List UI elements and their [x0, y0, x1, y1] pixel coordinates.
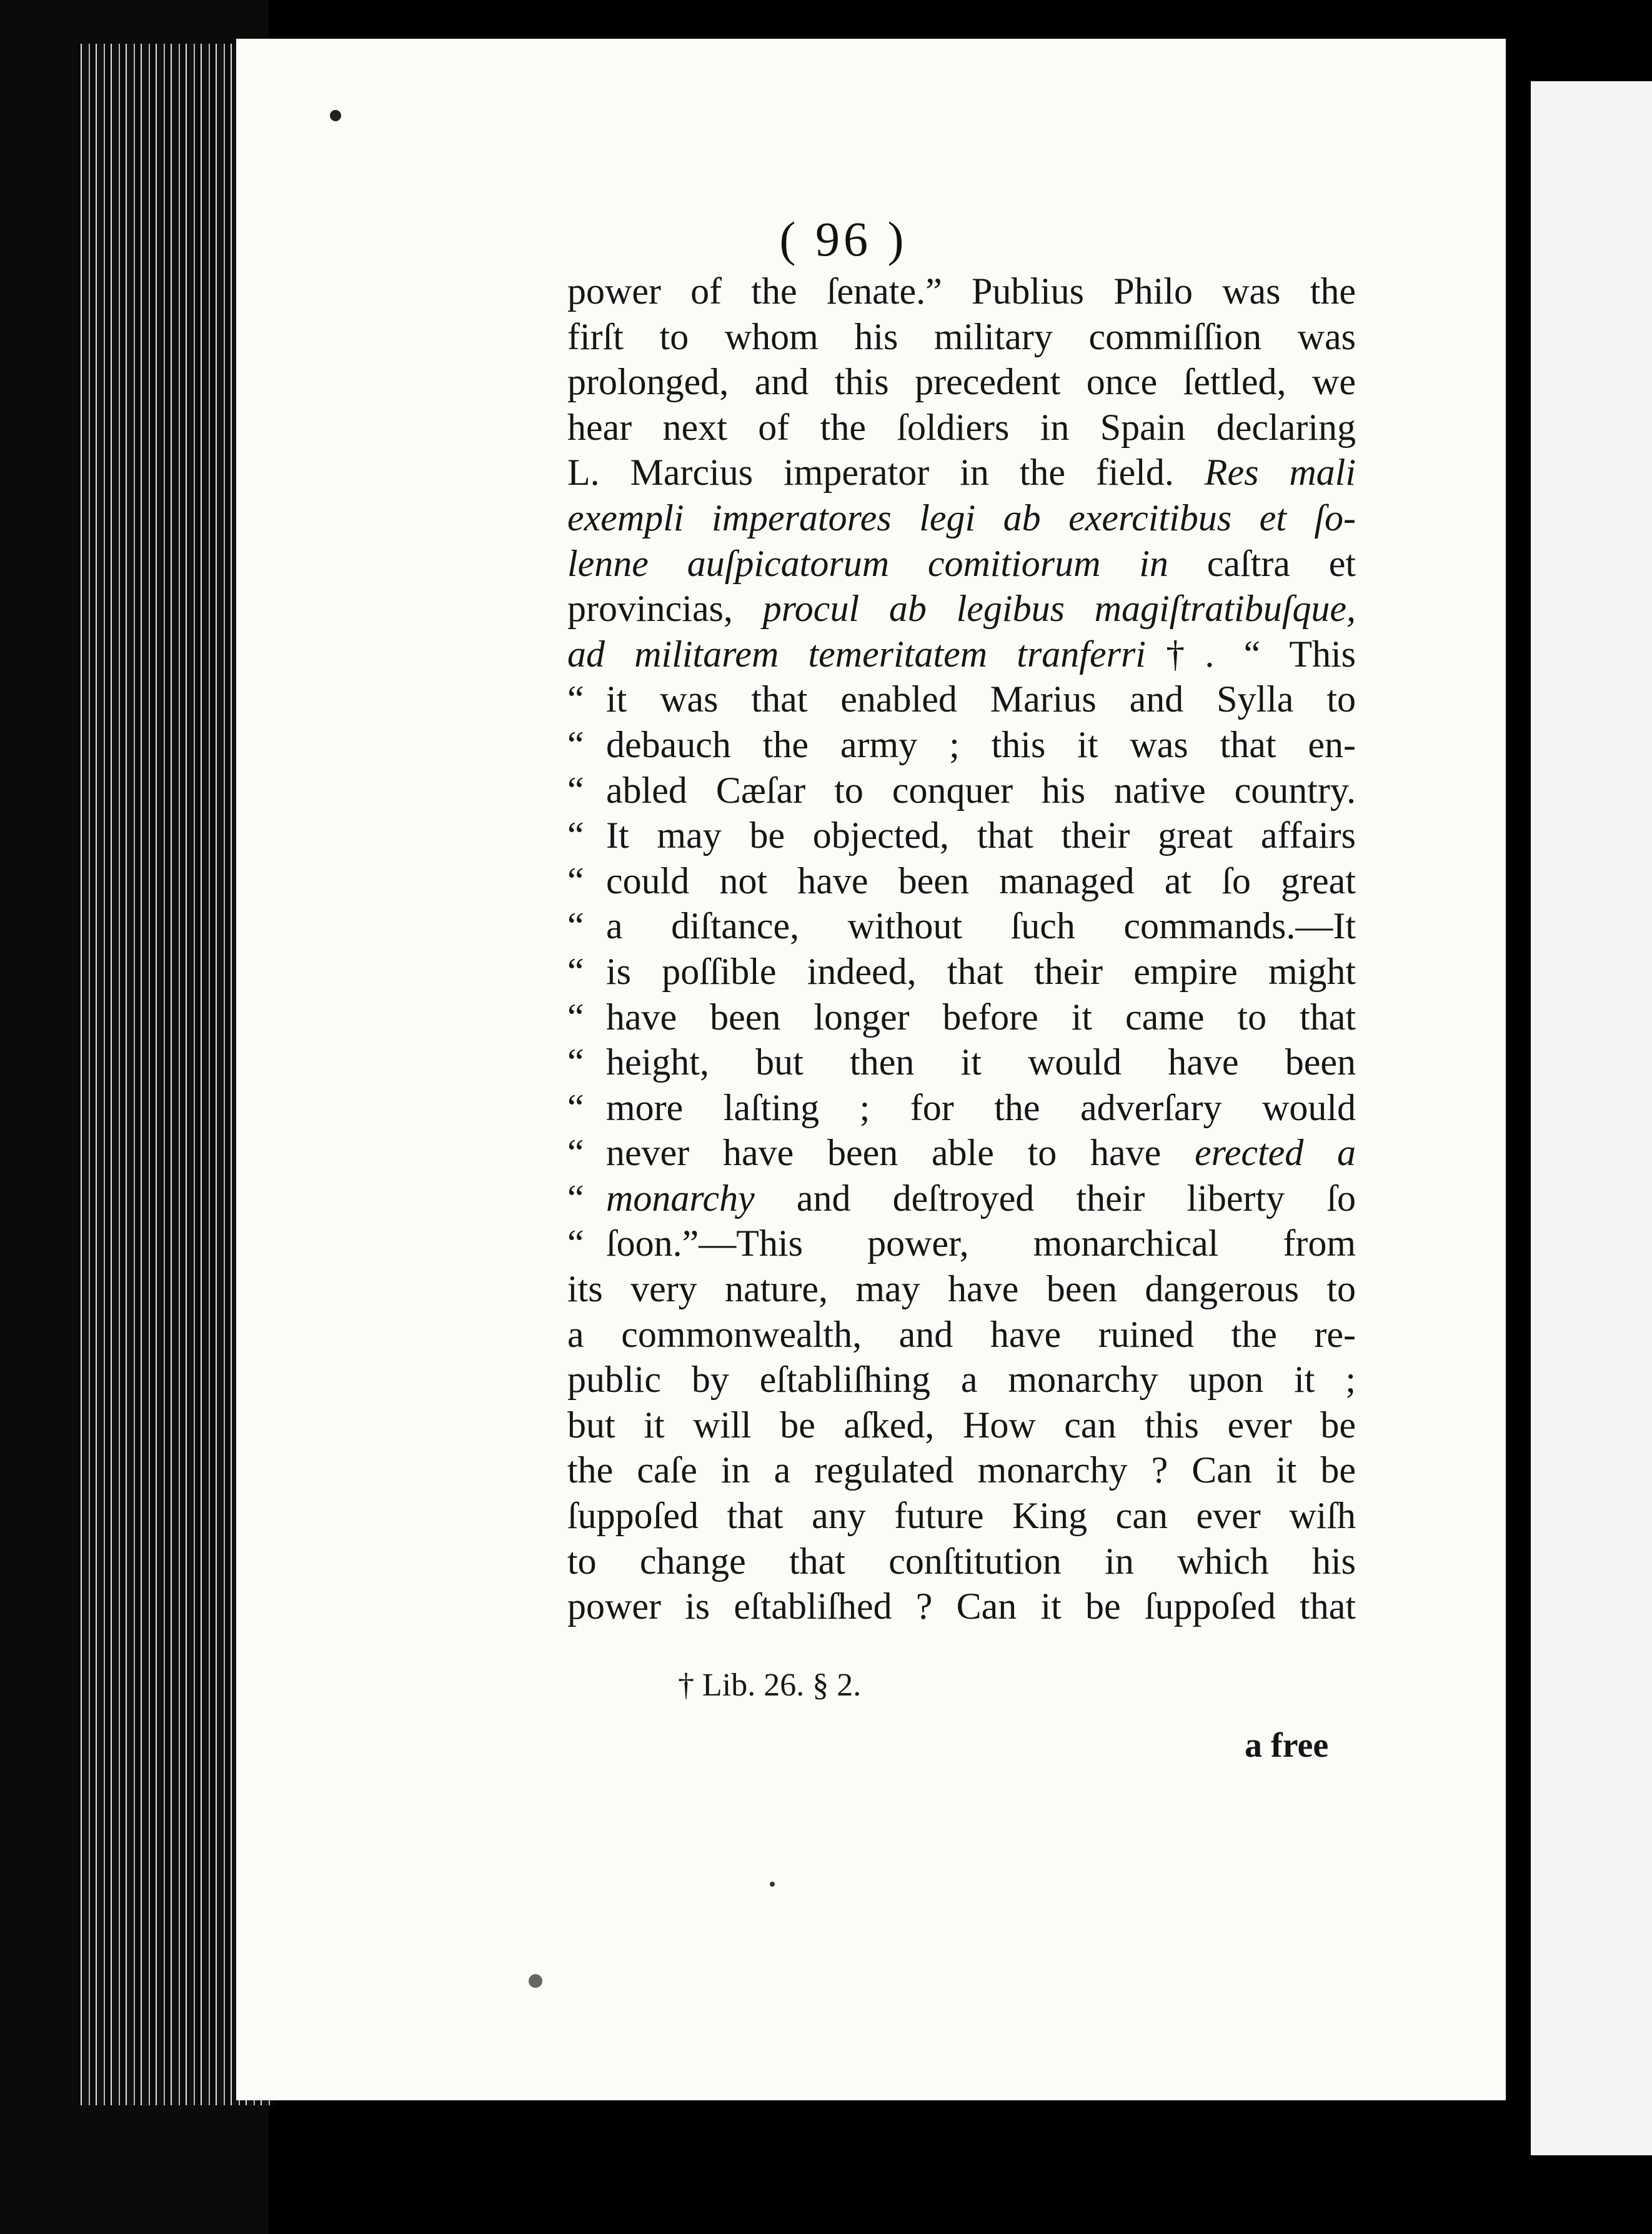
quote-mark: “ [567, 1223, 584, 1264]
text-line [567, 450, 1356, 495]
quote-mark: “ [567, 678, 584, 720]
quote-mark: “ [567, 723, 584, 765]
ink-speck [770, 1882, 775, 1887]
italic-text: Res mali [1204, 452, 1356, 494]
roman-text: height, but then it would have been [606, 1041, 1356, 1083]
text-line [567, 632, 1356, 677]
italic-text: lenne auſpicatorum comitiorum in [567, 542, 1207, 584]
roman-text: ſoon.”—This power, monarchical from [606, 1223, 1356, 1264]
quote-mark: “ [567, 905, 584, 947]
roman-text: firſt to whom his military commiſſion was [567, 315, 1356, 357]
roman-text: it was that enabled Marius and Sylla to [606, 678, 1356, 720]
text-line [567, 1085, 1356, 1131]
roman-text: its very nature, may have been dangerous to [567, 1268, 1356, 1310]
roman-text: caſtra et [1207, 542, 1356, 584]
quote-mark: “ [567, 1086, 584, 1128]
roman-text: a diſtance, without ſuch commands.—It [606, 905, 1356, 947]
text-line [567, 1539, 1356, 1584]
roman-text: the caſe in a regulated monarchy ? Can it be [567, 1449, 1356, 1491]
text-line [567, 1221, 1356, 1266]
quote-mark: “ [567, 1177, 584, 1219]
page-number: ( 96 ) [779, 212, 908, 266]
roman-text: hear next of the ſoldiers in Spain declaring [567, 406, 1356, 448]
roman-text: and deſtroyed their liberty ſo [754, 1177, 1356, 1219]
italic-text: ad militarem temeritatem tranferri [567, 633, 1146, 675]
text-line [567, 1357, 1356, 1402]
catchword: a free [1245, 1726, 1329, 1765]
roman-text: have been longer before it came to that [606, 996, 1356, 1038]
roman-text: L. Marcius imperator in the field. [567, 452, 1205, 494]
text-line [567, 359, 1356, 405]
roman-text: to change that conſtitution in which his [567, 1540, 1356, 1582]
roman-text: debauch the army ; this it was that en- [606, 723, 1356, 765]
text-line [567, 1447, 1356, 1493]
roman-text: could not have been managed at ſo great [606, 860, 1356, 901]
quote-mark: “ [567, 996, 584, 1038]
text-line [567, 1040, 1356, 1085]
roman-text: power of the ſenate.” Publius Philo was the [567, 271, 1356, 312]
text-line [567, 995, 1356, 1040]
text-line [567, 269, 1356, 314]
text-line [567, 903, 1356, 949]
roman-text: It may be objected, that their great affairs [606, 815, 1356, 856]
text-line [567, 1176, 1356, 1221]
text-line [567, 1584, 1356, 1629]
text-line [567, 1402, 1356, 1448]
quote-mark: “ [567, 1041, 584, 1083]
italic-text: monarchy [606, 1177, 755, 1219]
facing-page-edge [1531, 81, 1652, 2155]
quote-mark: “ [567, 815, 584, 856]
roman-text: public by eſtabliſhing a monarchy upon it ; [567, 1359, 1356, 1401]
text-line [567, 813, 1356, 858]
footnote: † Lib. 26. § 2. [678, 1667, 862, 1703]
text-line [567, 1130, 1356, 1176]
roman-text: provincias, [567, 588, 763, 630]
text-line [567, 858, 1356, 904]
roman-text: never have been able to have [606, 1132, 1195, 1174]
italic-text: erected a [1194, 1132, 1356, 1174]
roman-text: a commonwealth, and have ruined the re- [567, 1313, 1356, 1355]
roman-text: prolonged, and this precedent once ſettled, we [567, 361, 1356, 403]
roman-text: abled Cæſar to conquer his native country. [606, 769, 1356, 811]
ink-speck [330, 110, 341, 121]
text-line [567, 495, 1356, 541]
body-text [567, 269, 1356, 1629]
text-line [567, 722, 1356, 768]
text-line [567, 677, 1356, 722]
text-line [567, 405, 1356, 450]
text-line [567, 949, 1356, 995]
roman-text: †. “ This [1145, 633, 1356, 675]
roman-text: but it will be aſked, How can this ever be [567, 1404, 1356, 1446]
text-line [567, 1266, 1356, 1312]
text-line [567, 1312, 1356, 1358]
roman-text: more laſting ; for the adverſary would [606, 1086, 1356, 1128]
quote-mark: “ [567, 950, 584, 992]
italic-text: procul ab legibus magiſtratibuſque, [762, 588, 1356, 630]
text-line [567, 1493, 1356, 1539]
italic-text: exempli imperatores legi ab exercitibus et ſo- [567, 497, 1356, 539]
quote-mark: “ [567, 1132, 584, 1174]
ink-speck [529, 1974, 542, 1988]
text-line [567, 314, 1356, 360]
text-line [567, 541, 1356, 587]
text-line [567, 586, 1356, 632]
text-line [567, 768, 1356, 813]
quote-mark: “ [567, 860, 584, 901]
roman-text: power is eſtabliſhed ? Can it be ſuppoſed that [567, 1586, 1356, 1627]
quote-mark: “ [567, 769, 584, 811]
roman-text: is poſſible indeed, that their empire might [606, 950, 1356, 992]
roman-text: ſuppoſed that any future King can ever wiſh [567, 1495, 1356, 1537]
